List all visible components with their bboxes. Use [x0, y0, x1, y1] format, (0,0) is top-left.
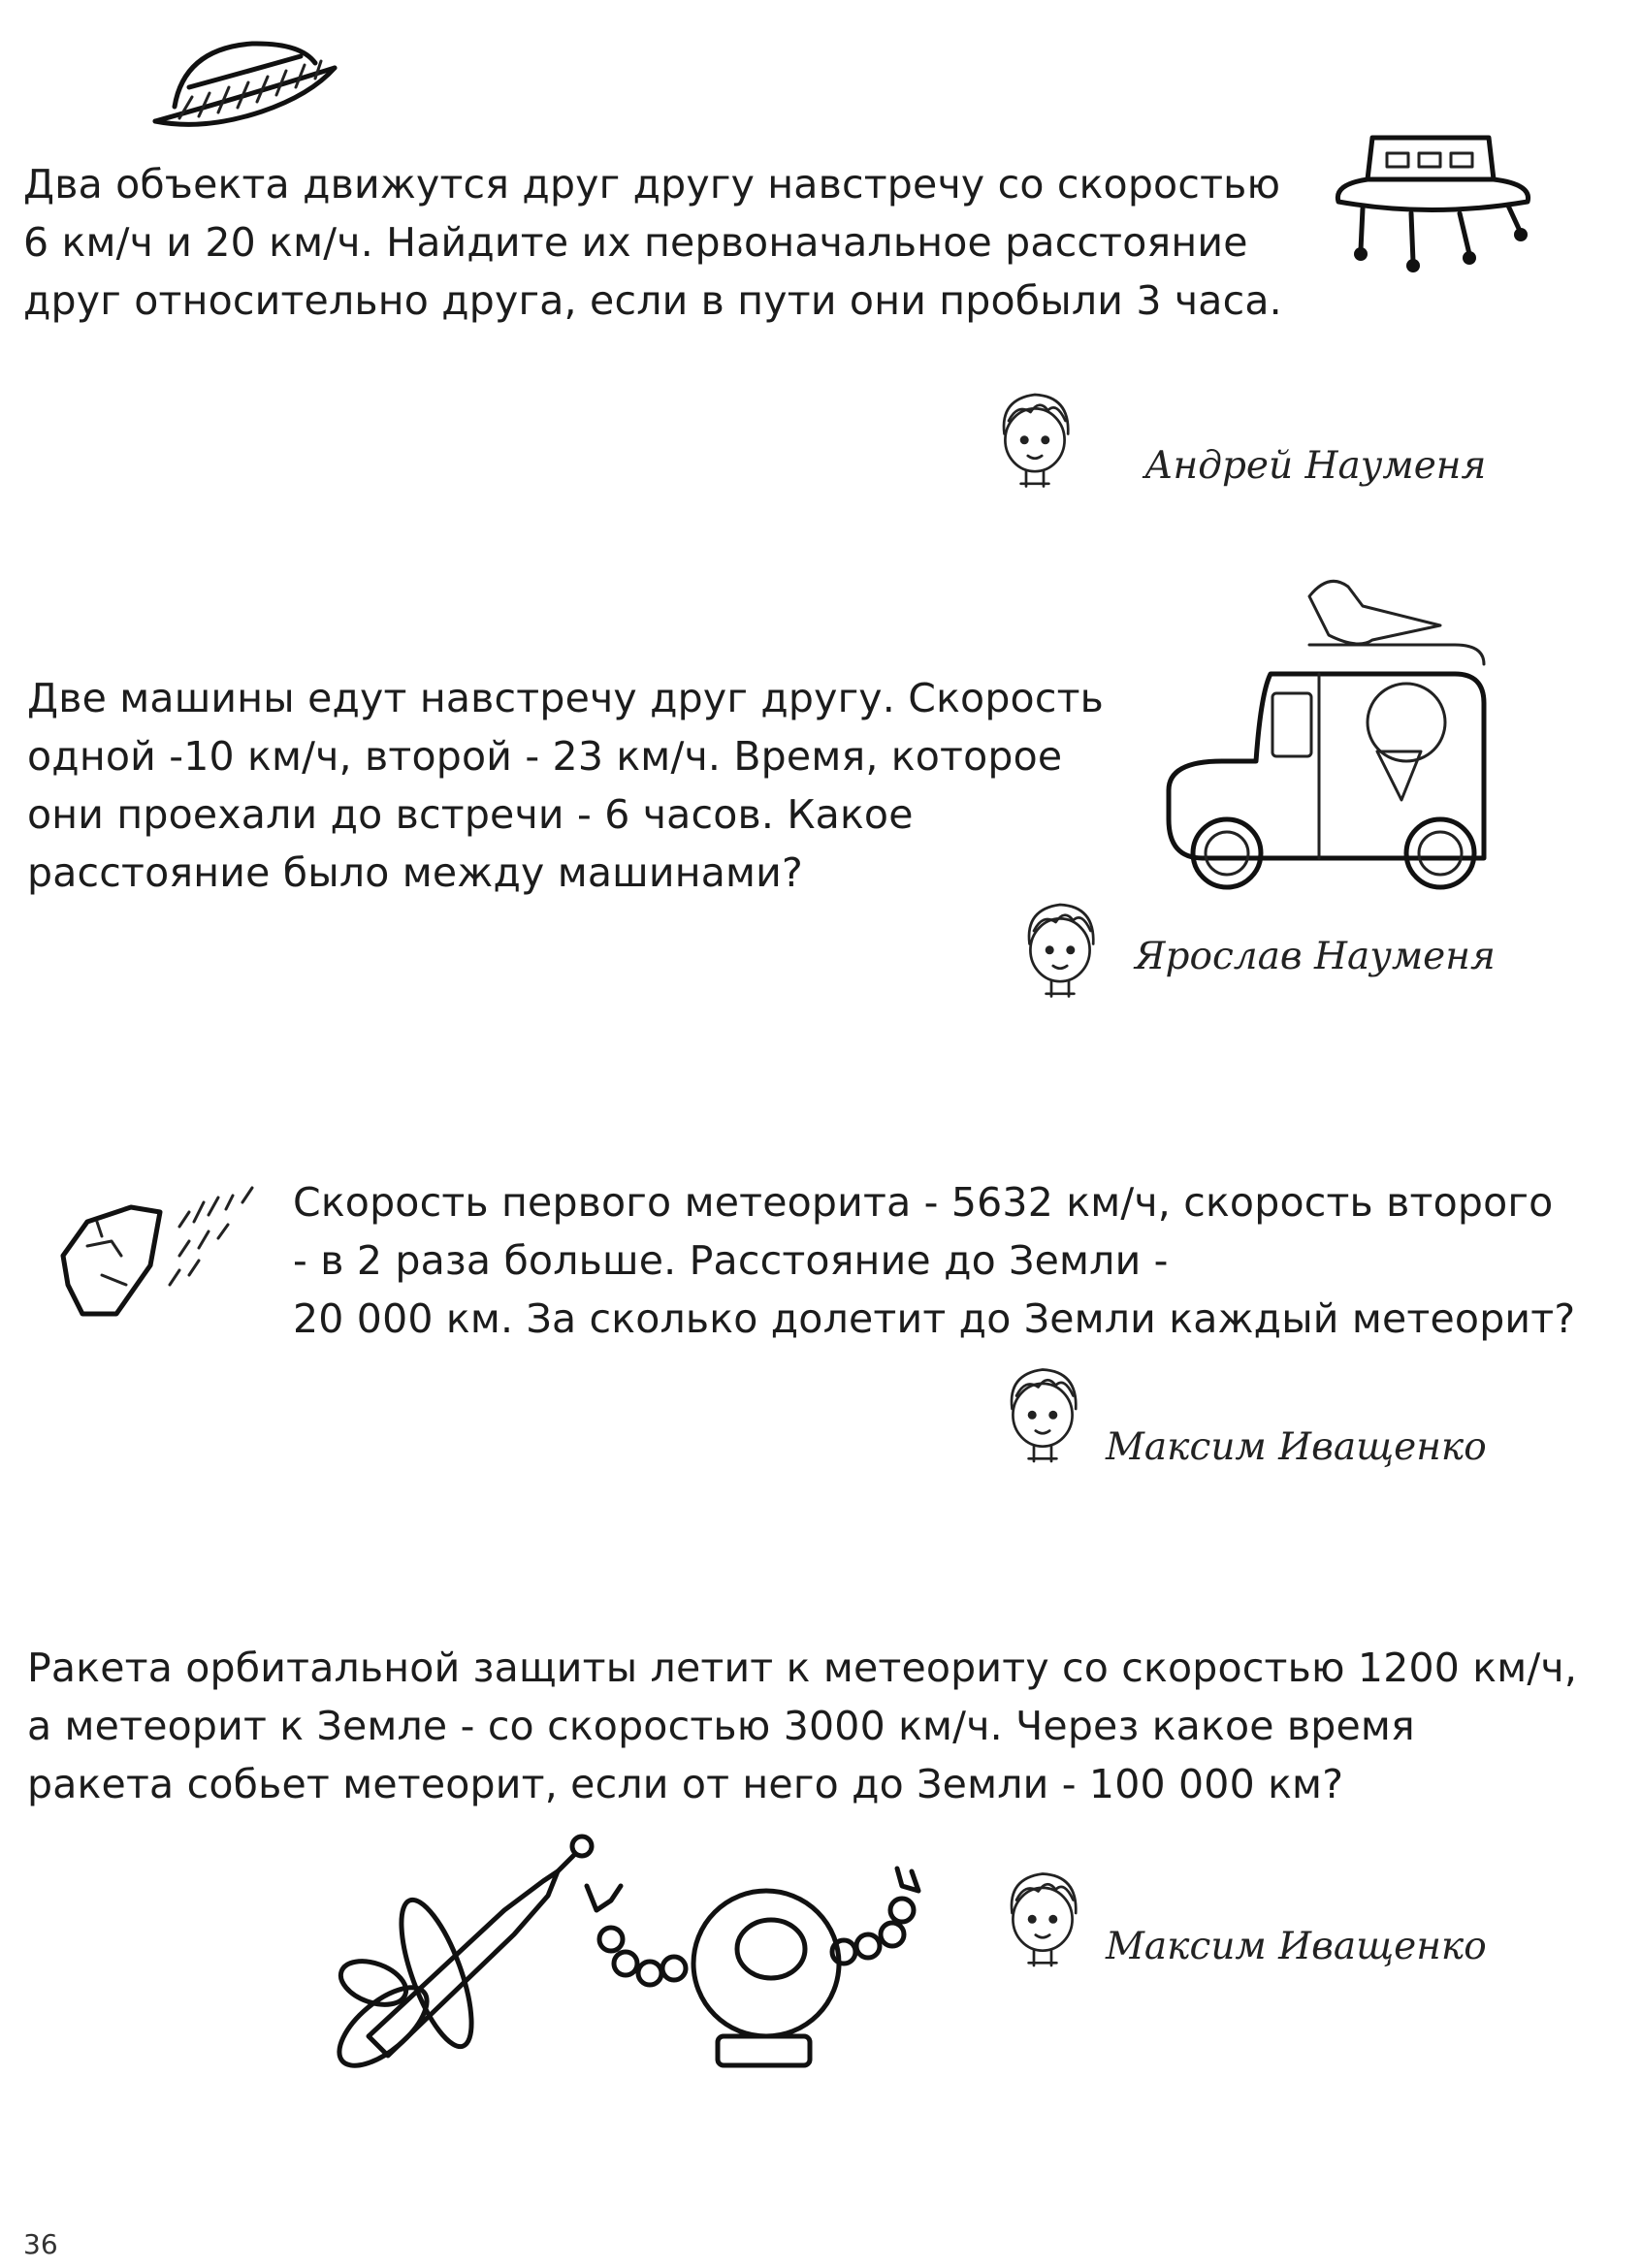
page-number: 36 — [23, 2228, 58, 2260]
problem-1-line-1: Два объекта движутся друг другу навстречу со скоростью — [23, 161, 1281, 208]
meteorite-icon — [44, 1178, 286, 1343]
problem-3 — [293, 1173, 1631, 1348]
problem-4-line-3: ракета собьет метеорит, если от него до Земли - 100 000 км? — [27, 1761, 1344, 1807]
problem-4-line-2: а метеорит к Земле - со скоростью 3000 км/ч. Через какое время — [27, 1703, 1415, 1749]
robot-icon — [567, 1857, 936, 2080]
problem-3-line-3: 20 000 км. За сколько долетит до Земли каждый метеорит? — [293, 1295, 1576, 1342]
problem-1-line-3: друг относительно друга, если в пути они пробыли 3 часа. — [23, 277, 1282, 324]
problem-2-line-1: Две машины едут навстречу друг другу. Скорость — [27, 675, 1105, 721]
problem-4 — [27, 1639, 1627, 1813]
problem-2-line-3: они проехали до встречи - 6 часов. Какое — [27, 791, 914, 838]
problem-1-line-2: 6 км/ч и 20 км/ч. Найдите их первоначальное расстояние — [23, 219, 1248, 266]
author-signature-2: Ярослав Науменя — [1135, 935, 1496, 978]
author-avatar-icon — [999, 1353, 1086, 1474]
problem-1 — [23, 155, 1323, 330]
author-signature-4: Максим Иващенко — [1106, 1925, 1487, 1968]
flying-saucer-icon — [145, 29, 339, 136]
problem-3-line-2: - в 2 раза больше. Расстояние до Земли - — [293, 1237, 1169, 1284]
author-avatar-icon — [1016, 890, 1104, 1006]
ufo-icon — [1334, 126, 1537, 272]
problem-2 — [27, 669, 1143, 902]
rocket-icon — [310, 1833, 601, 2070]
author-signature-1: Андрей Науменя — [1144, 444, 1487, 488]
author-avatar-icon — [991, 380, 1079, 496]
problem-2-line-4: расстояние было между машинами? — [27, 849, 803, 896]
problem-3-line-1: Скорость первого метеорита - 5632 км/ч, скорость второго — [293, 1179, 1554, 1226]
author-avatar-icon — [999, 1857, 1086, 1978]
problem-4-line-1: Ракета орбитальной защиты летит к метеориту со скоростью 1200 км/ч, — [27, 1645, 1578, 1691]
ice-cream-truck-icon — [1164, 567, 1494, 887]
author-signature-3: Максим Иващенко — [1106, 1425, 1487, 1469]
problem-2-line-2: одной -10 км/ч, второй - 23 км/ч. Время, которое — [27, 733, 1063, 780]
